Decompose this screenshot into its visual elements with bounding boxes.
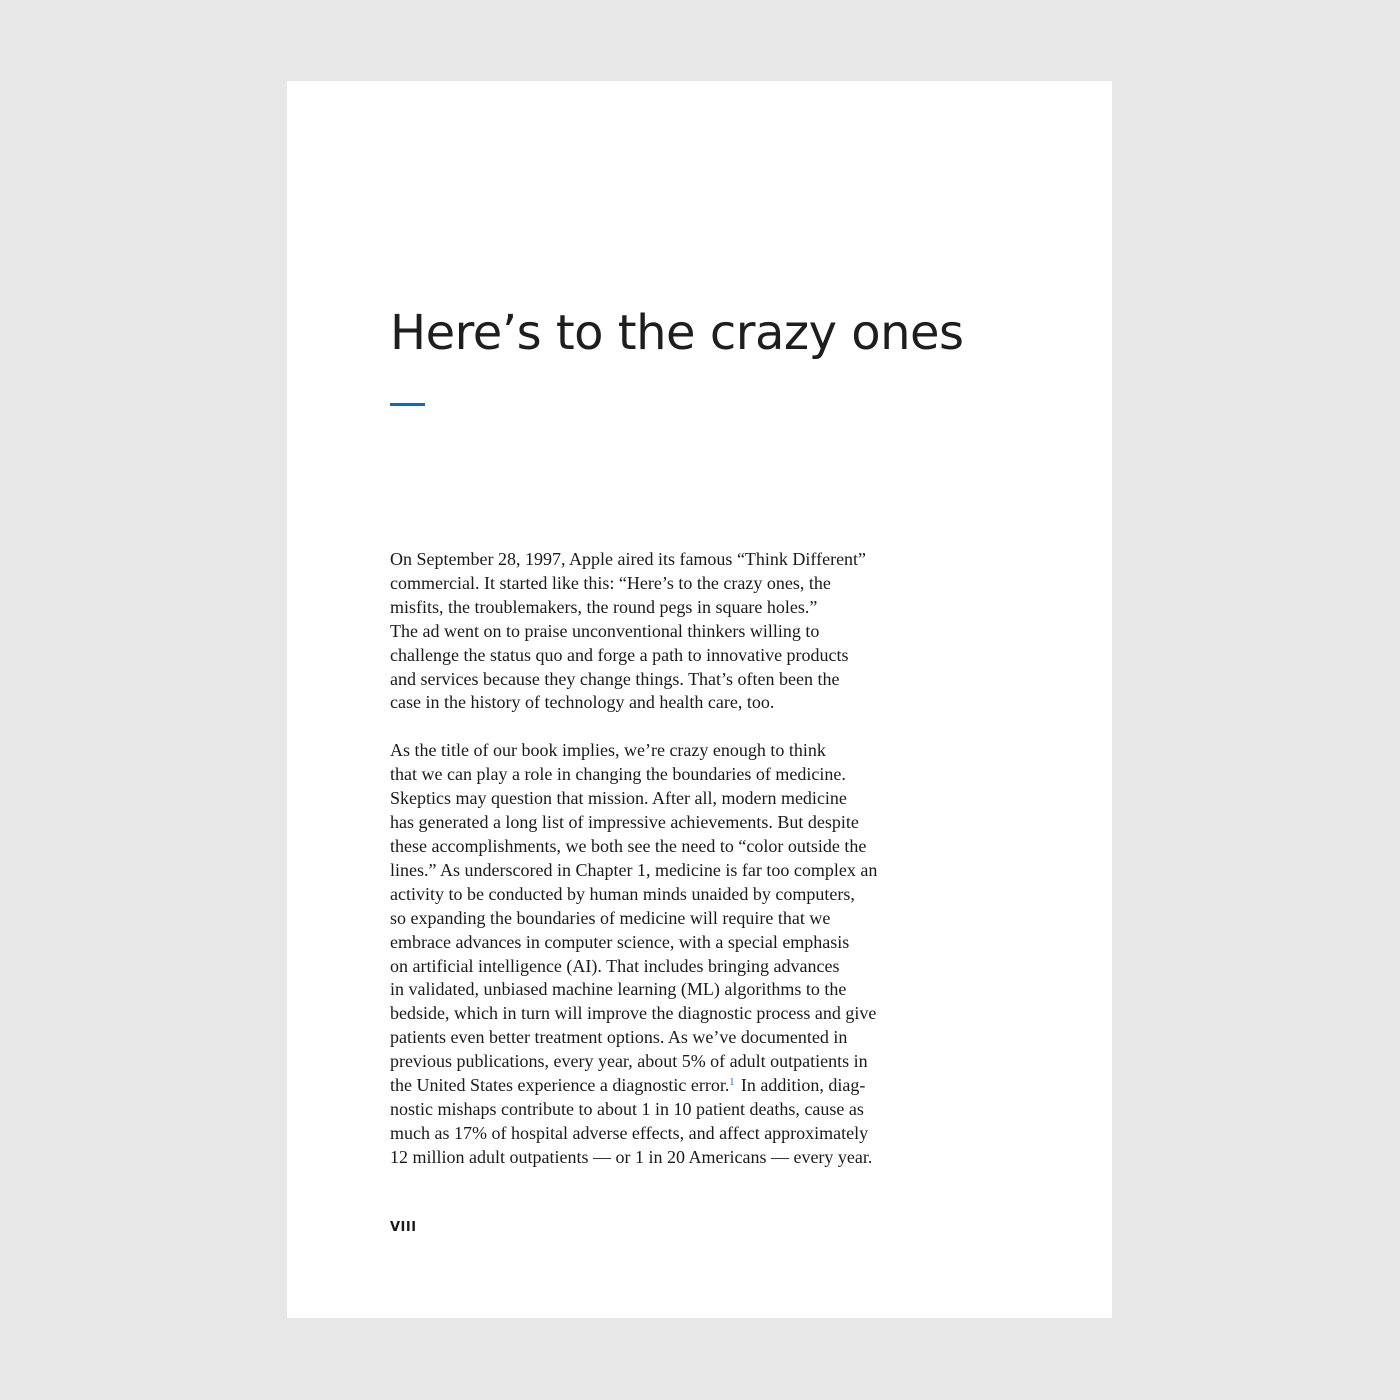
text-line: and services because they change things. That’s often been the xyxy=(390,668,840,689)
text-line: The ad went on to praise unconventional thinkers willing to xyxy=(390,620,820,641)
text-line: 12 million adult outpatients — or 1 in 20 Americans — every year. xyxy=(390,1146,873,1167)
text-line: previous publications, every year, about 5% of adult outpatients in xyxy=(390,1051,868,1072)
text-line: has generated a long list of impressive achievements. But despite xyxy=(390,812,859,833)
text-line: nostic mishaps contribute to about 1 in 10 patient deaths, cause as xyxy=(390,1098,864,1119)
body-text xyxy=(390,548,990,1170)
text-line: these accomplishments, we both see the need to “color outside the xyxy=(390,835,867,856)
text-line: case in the history of technology and health care, too. xyxy=(390,692,775,713)
text-line: lines.” As underscored in Chapter 1, medicine is far too complex an xyxy=(390,859,878,880)
text-line: challenge the status quo and forge a path to innovative products xyxy=(390,644,849,665)
text-line: patients even better treatment options. As we’ve documented in xyxy=(390,1027,848,1048)
paragraph-2 xyxy=(390,739,990,1169)
text-line: activity to be conducted by human minds unaided by computers, xyxy=(390,883,855,904)
book-page xyxy=(287,81,1112,1318)
text-line: in validated, unbiased machine learning (ML) algorithms to the xyxy=(390,979,847,1000)
text-line: Skeptics may question that mission. After all, modern medicine xyxy=(390,788,847,809)
title-accent-rule xyxy=(390,403,425,406)
text-line: on artificial intelligence (AI). That includes bringing advances xyxy=(390,955,840,976)
text-line: commercial. It started like this: “Here’s to the crazy ones, the xyxy=(390,572,831,593)
chapter-title: Here’s to the crazy ones xyxy=(390,305,964,361)
text-line: bedside, which in turn will improve the diagnostic process and give xyxy=(390,1003,877,1024)
text-line: embrace advances in computer science, with a special emphasis xyxy=(390,931,850,952)
text-line: On September 28, 1997, Apple aired its famous “Think Different” xyxy=(390,549,867,569)
footnote-line-start: the United States experience a diagnostic error. xyxy=(390,1075,730,1096)
text-line: much as 17% of hospital adverse effects, and affect approximately xyxy=(390,1122,869,1143)
paragraph-1 xyxy=(390,548,990,715)
text-line: misfits, the troublemakers, the round pegs in square holes.” xyxy=(390,596,818,617)
text-line: so expanding the boundaries of medicine will require that we xyxy=(390,907,831,928)
page-number: VIII xyxy=(390,1220,417,1235)
text-line-with-footnote xyxy=(390,1074,990,1098)
footnote-marker[interactable]: 1 xyxy=(729,1077,735,1089)
text-line: that we can play a role in changing the boundaries of medicine. xyxy=(390,764,846,785)
text-line: As the title of our book implies, we’re crazy enough to think xyxy=(390,740,826,761)
footnote-line-end: In addition, diag- xyxy=(736,1075,866,1096)
